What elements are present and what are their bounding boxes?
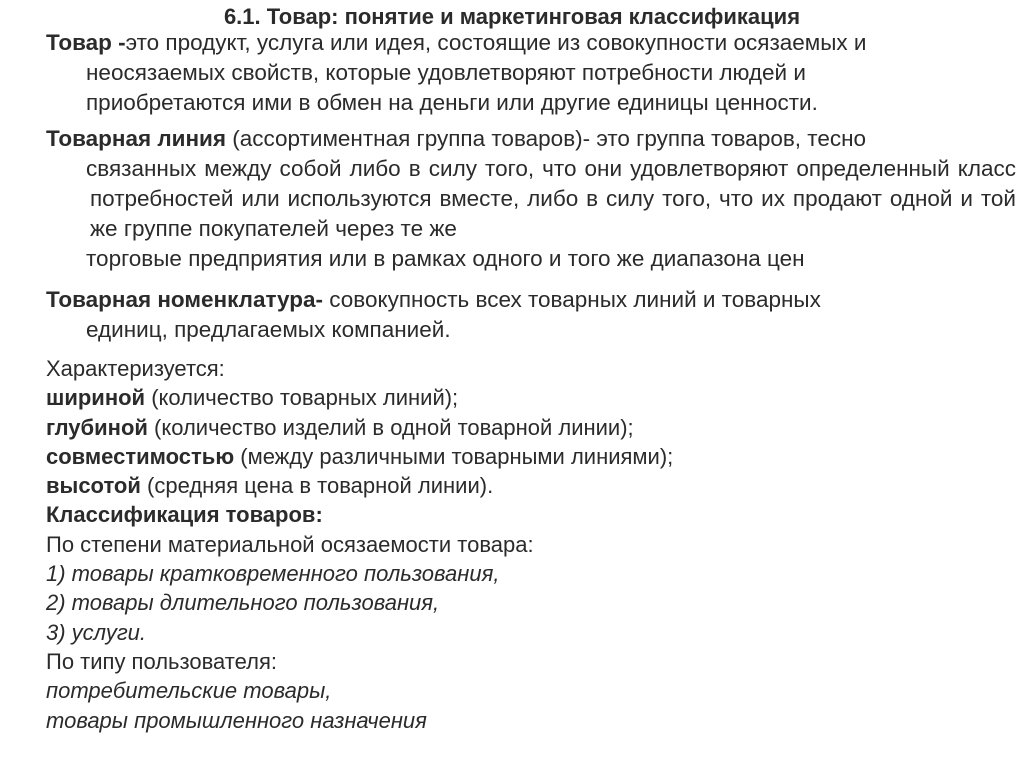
- term-tovar: Товар -: [46, 30, 126, 55]
- definition-tovar-line1: это продукт, услуга или идея, состоящие из совокупности осязаемых и: [125, 30, 867, 55]
- definition-tovar: [46, 28, 1016, 118]
- characteristic-item: [46, 471, 1006, 500]
- characteristic-desc: (количество товарных линий);: [145, 385, 459, 411]
- characteristic-desc: (количество изделий в одной товарной линии);: [147, 414, 634, 440]
- characteristic-term: высотой: [46, 473, 141, 499]
- definition-nomenklatura: [46, 285, 1016, 345]
- characteristics-intro: Характеризуется:: [46, 356, 225, 381]
- definition-liniya-body: связанных между собой либо в силу того, что они удовлетворяют определенный класс потребностей или используются вместе, либо в силу того, что их продают одной и той же группе покупателей через те же: [86, 156, 1016, 241]
- term-tovarnaya-liniya: Товарная линия: [46, 126, 227, 151]
- definition-liniya-last: торговые предприятия или в рамках одного и того же диапазона цен: [86, 246, 805, 271]
- characteristic-item: [46, 442, 1006, 471]
- characteristic-item: [46, 413, 1006, 442]
- slide-title: 6.1. Товар: понятие и маркетинговая классификация: [223, 4, 801, 29]
- definition-liniya-line1: (ассортиментная группа товаров)- это группа товаров, тесно: [226, 126, 867, 151]
- characteristic-desc: (между различными товарными линиями);: [234, 443, 674, 469]
- classification-by-user: По типу пользователя:: [46, 648, 277, 674]
- classification-heading: Классификация товаров:: [46, 502, 323, 528]
- characteristic-term: шириной: [46, 385, 146, 411]
- tangibility-item: 2) товары длительного пользования,: [46, 590, 440, 616]
- tangibility-item: 3) услуги.: [46, 619, 147, 645]
- characteristic-term: совместимостью: [46, 443, 235, 469]
- user-type-item: потребительские товары,: [46, 678, 332, 704]
- user-type-item: товары промышленного назначения: [46, 707, 427, 733]
- tangibility-item: 1) товары кратковременного пользования,: [46, 561, 500, 587]
- definition-tovarnaya-liniya: [46, 124, 1016, 274]
- definition-tovar-line3: приобретаются ими в обмен на деньги или другие единицы ценности.: [86, 90, 818, 115]
- characteristics-and-classification: [46, 354, 1006, 735]
- definition-nomenklatura-line2: единиц, предлагаемых компанией.: [86, 317, 451, 342]
- characteristic-desc: (средняя цена в товарной линии).: [140, 473, 494, 499]
- classification-by-tangibility: По степени материальной осязаемости товара:: [46, 531, 534, 557]
- characteristic-term: глубиной: [46, 414, 148, 440]
- definition-tovar-line2: неосязаемых свойств, которые удовлетворяют потребности людей и: [86, 60, 806, 85]
- definition-nomenklatura-line1: совокупность всех товарных линий и товарных: [323, 287, 821, 312]
- characteristic-item: [46, 383, 1006, 412]
- term-nomenklatura: Товарная номенклатура-: [46, 287, 324, 312]
